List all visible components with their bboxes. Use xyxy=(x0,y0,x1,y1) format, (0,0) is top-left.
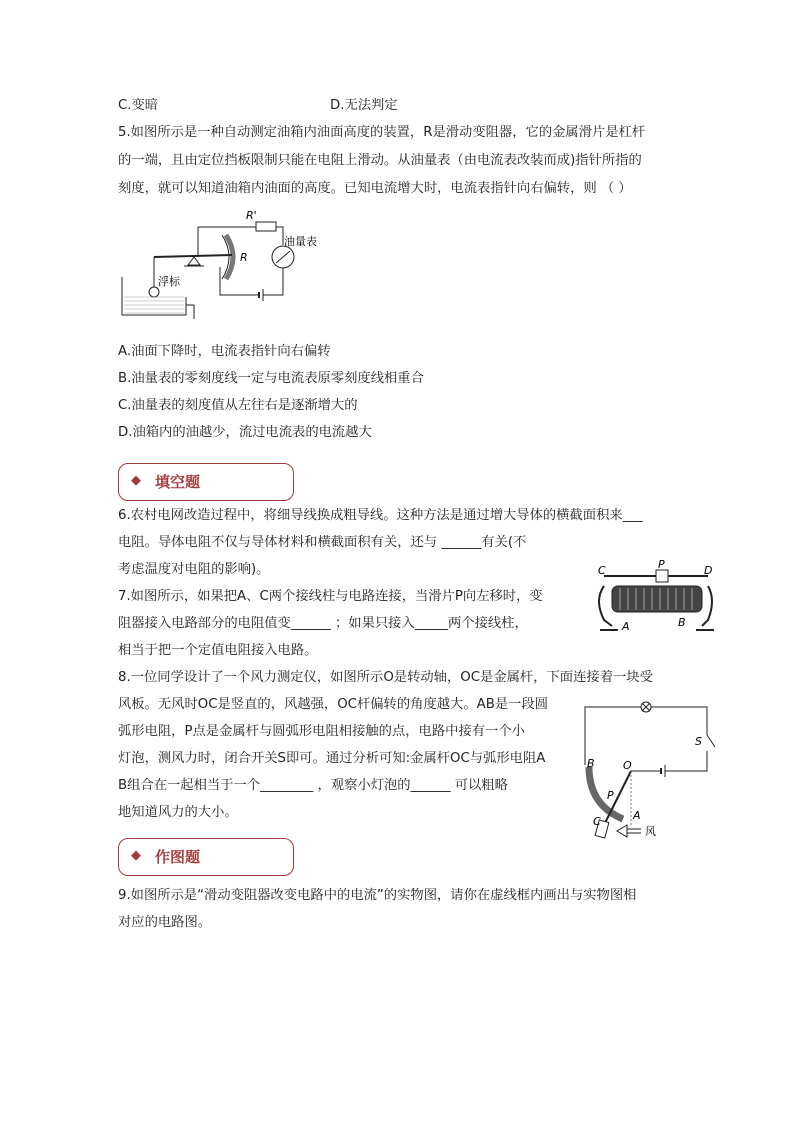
q5-option: D.油箱内的油越少，流过电流表的电流越大 xyxy=(118,425,372,440)
section-header-fill xyxy=(118,463,294,501)
rheostat-figure xyxy=(590,560,720,640)
label-p: P xyxy=(658,560,665,571)
q6-line: 考虑温度对电阻的影响)。 xyxy=(118,562,270,577)
option-c: C.变暗 xyxy=(118,98,159,113)
q5-option: A.油面下降时，电流表指针向右偏转 xyxy=(118,344,331,359)
label-s: S xyxy=(695,735,702,748)
section-header-draw xyxy=(118,838,294,876)
label-a: A xyxy=(633,809,641,822)
q7-line: 7.如图所示，如果把A、C两个接线柱与电路连接，当滑片P向左移时，变 xyxy=(118,589,543,604)
label-b: B xyxy=(587,757,595,770)
option-d: D.无法判定 xyxy=(330,98,398,113)
section-title: 填空题 xyxy=(155,473,201,491)
section-title: 作图题 xyxy=(155,848,201,866)
q8-line: 地知道风力的大小。 xyxy=(118,805,238,820)
q6-line: 6.农村电网改造过程中，将细导线换成粗导线。这种方法是通过增大导体的横截面积来___ xyxy=(118,508,643,523)
q9-line: 9.如图所示是“滑动变阻器改变电路中的电流”的实物图，请你在虚线框内画出与实物图相 xyxy=(118,888,637,903)
label-r-prime: R' xyxy=(246,209,257,222)
q8-line: B组合在一起相当于一个________ ，观察小灯泡的______ 可以粗略 xyxy=(118,778,508,793)
q5-line: 5.如图所示是一种自动测定油箱内油面高度的装置，R是滑动变阻器，它的金属滑片是杠杆 xyxy=(118,125,646,140)
label-c: C xyxy=(598,564,606,577)
diamond-icon: ◆ xyxy=(131,473,141,488)
label-r: R xyxy=(240,251,248,264)
q8-line: 弧形电阻，P点是金属杆与圆弧形电阻相接触的点，电路中接有一个小 xyxy=(118,724,525,739)
diamond-icon: ◆ xyxy=(131,848,141,863)
q5-option: B.油量表的零刻度线一定与电流表原零刻度线相重合 xyxy=(118,371,424,386)
label-meter: 油量表 xyxy=(284,235,317,248)
q8-line: 风板。无风时OC是竖直的，风越强，OC杆偏转的角度越大。AB是一段圆 xyxy=(118,697,549,712)
q7-line: 阻器接入电路部分的电阻值变______ ；如果只接入_____两个接线柱， xyxy=(118,616,528,631)
q8-line: 8.一位同学设计了一个风力测定仪，如图所示O是转动轴，OC是金属杆，下面连接着一块受 xyxy=(118,670,653,685)
label-a: A xyxy=(622,620,630,633)
label-d: D xyxy=(704,564,713,577)
q8-line: 灯泡，测风力时，闭合开关S即可。通过分析可知:金属杆OC与弧形电阻A xyxy=(118,751,546,766)
label-o: O xyxy=(623,759,632,772)
label-b: B xyxy=(678,616,686,629)
q5-line: 的一端，且由定位挡板限制只能在电阻上滑动。从油量表（由电流表改装而成)指针所指的 xyxy=(118,153,642,168)
label-wind: 风 xyxy=(645,825,656,838)
q5-option: C.油量表的刻度值从左往右是逐渐增大的 xyxy=(118,398,358,413)
label-p: P xyxy=(607,789,614,802)
q5-line: 刻度，就可以知道油箱内油面的高度。已知电流增大时，电流表指针向右偏转，则 （ ） xyxy=(118,181,632,196)
wind-meter-figure xyxy=(575,695,715,855)
q7-line: 相当于把一个定值电阻接入电路。 xyxy=(118,643,318,658)
q9-line: 对应的电路图。 xyxy=(118,915,212,930)
label-float: 浮标 xyxy=(158,275,180,288)
q6-line: 电阻。导体电阻不仅与导体材料和横截面积有关，还与 ______有关(不 xyxy=(118,535,527,550)
label-c: C xyxy=(593,815,601,828)
oil-gauge-figure xyxy=(118,205,338,325)
